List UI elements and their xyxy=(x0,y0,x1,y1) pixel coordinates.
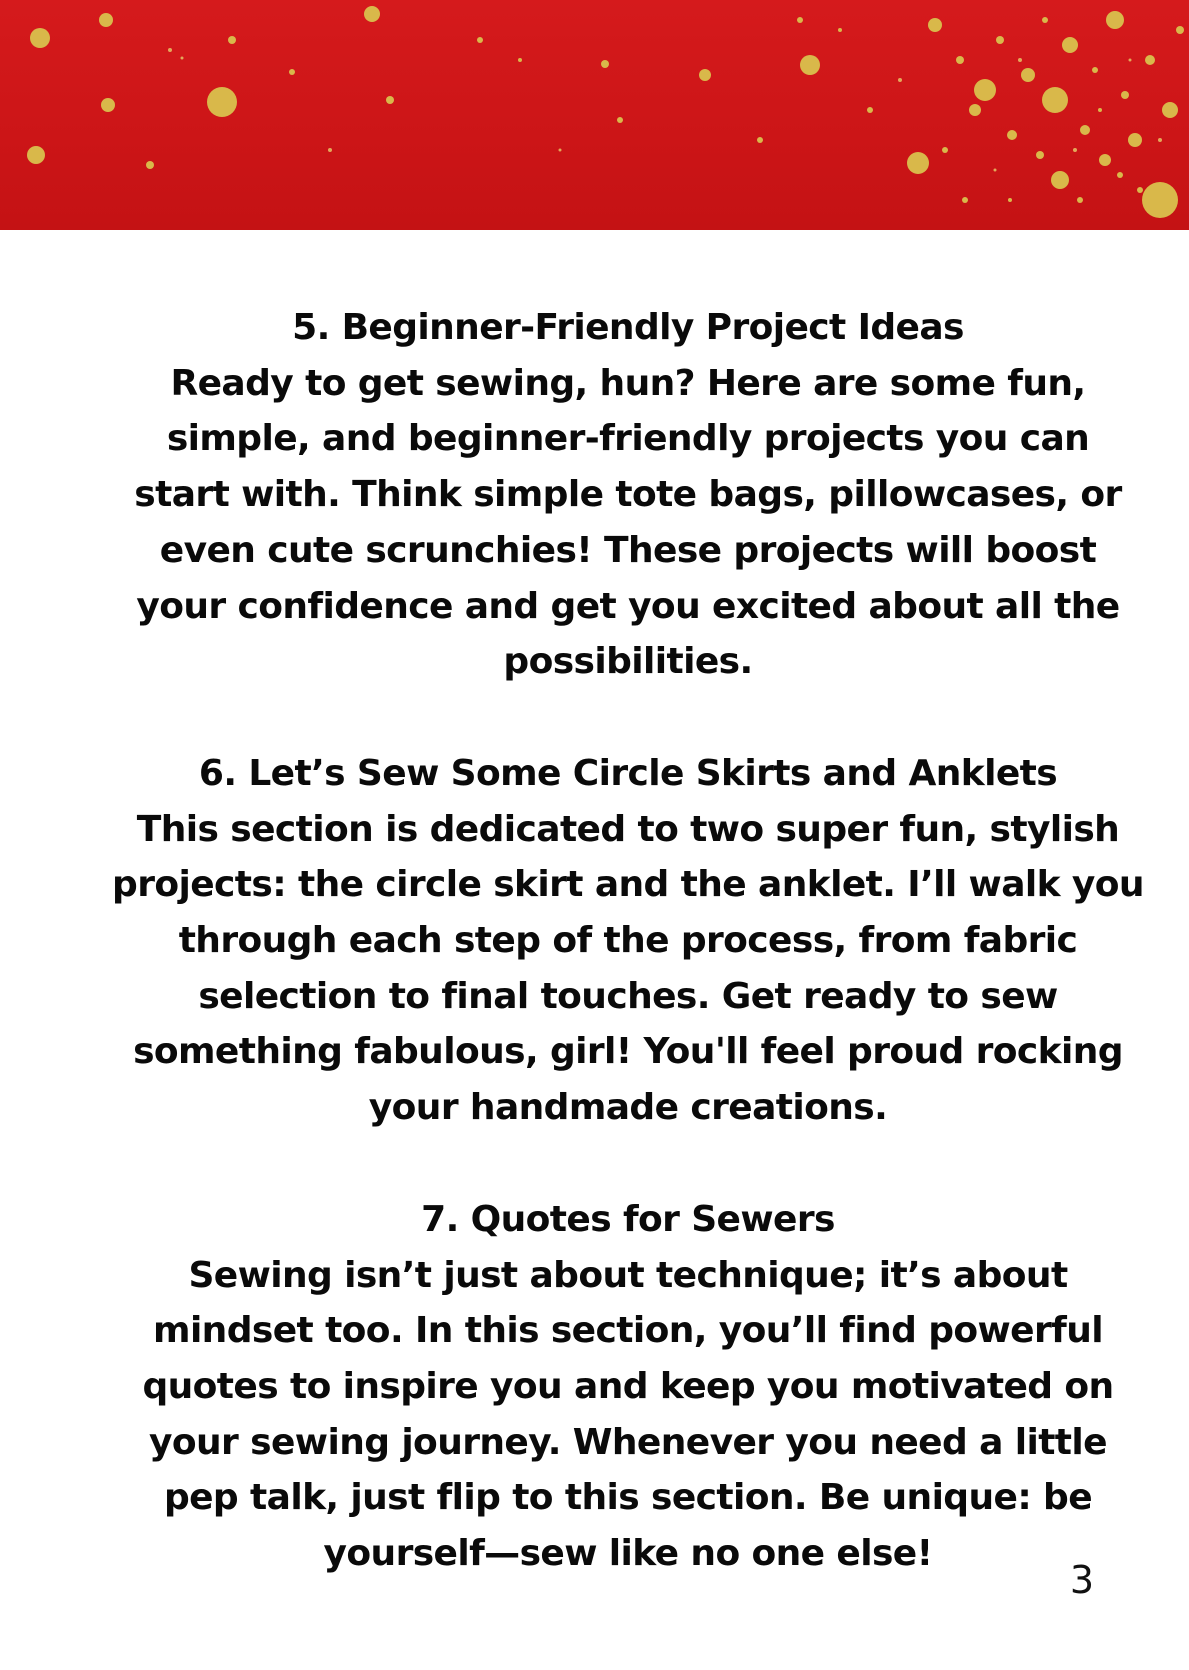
body-line: projects: the circle skirt and the anklet. I’ll walk you xyxy=(112,864,1144,906)
body-line: something fabulous, girl! You'll feel proud rocking xyxy=(133,1031,1123,1073)
decorative-banner xyxy=(0,0,1189,230)
page-content xyxy=(100,300,1156,1638)
body-line: your sewing journey. Whenever you need a little xyxy=(149,1421,1107,1463)
body-line: selection to final touches. Get ready to sew xyxy=(198,975,1058,1017)
body-line: simple, and beginner-friendly projects you can xyxy=(166,418,1090,460)
body-line: Ready to get sewing, hun? Here are some fun, xyxy=(170,362,1086,404)
section-heading: 5. Beginner-Friendly Project Ideas xyxy=(292,307,964,348)
section-heading: 6. Let’s Sew Some Circle Skirts and Anklets xyxy=(198,752,1058,794)
body-line: your handmade creations. xyxy=(368,1087,888,1129)
body-line: even cute scrunchies! These projects will boost xyxy=(159,529,1097,571)
section-heading: 7. Quotes for Sewers xyxy=(421,1198,835,1240)
body-line: through each step of the process, from fabric xyxy=(178,920,1078,962)
body-line: start with. Think simple tote bags, pillowcases, or xyxy=(134,474,1122,516)
body-line: yourself—sew like no one else! xyxy=(323,1533,933,1575)
gold-glitter-decoration xyxy=(0,0,1189,230)
body-line: mindset too. In this section, you’ll find powerful xyxy=(153,1310,1103,1352)
body-line: This section is dedicated to two super fun, stylish xyxy=(136,808,1120,850)
section-quotes xyxy=(100,1192,1156,1582)
body-line: possibilities. xyxy=(503,641,753,683)
body-line: Sewing isn’t just about technique; it’s about xyxy=(188,1254,1068,1296)
section-circle-skirts xyxy=(100,746,1156,1136)
body-line: pep talk, just flip to this section. Be unique: be xyxy=(163,1477,1093,1519)
body-line: your confidence and get you excited about all the xyxy=(136,585,1120,627)
body-line: quotes to inspire you and keep you motivated on xyxy=(142,1365,1114,1407)
section-beginner-projects xyxy=(100,300,1156,690)
page-number: 3 xyxy=(1069,1558,1095,1602)
